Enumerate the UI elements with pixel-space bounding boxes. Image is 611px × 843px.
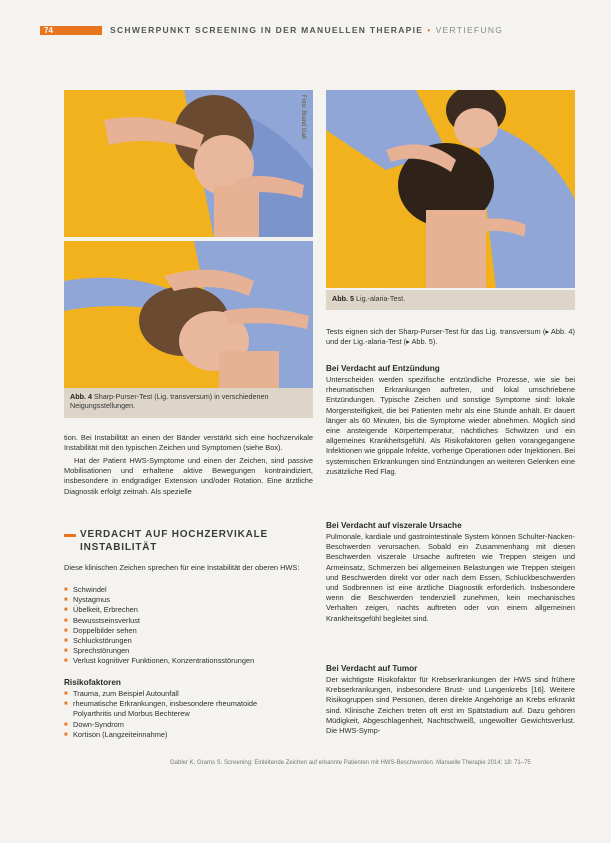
box-intro: Diese klinischen Zeichen sprechen für eine Instabilität der oberen HWS: — [64, 563, 300, 572]
running-header — [110, 25, 503, 35]
list-item: ■ rheumatische Erkrankungen, insbesondere rheumatoide Polyarthritis und Morbus Bechterew — [64, 699, 294, 719]
figure-caption-text: Sharp-Purser-Test (Lig. transversum) in verschiedenen Neigungsstellungen. — [70, 392, 269, 410]
page-number: 74 — [44, 26, 53, 35]
list-item: ■ Nystagmus — [64, 595, 313, 605]
photo-credit: Foto: Brand Gall — [300, 95, 306, 139]
section-bar — [64, 534, 76, 537]
section-text-tumor: Der wichtigste Risikofaktor für Krebserkrankungen der HWS sind frühere Krebserkrankungen, insbesondere Brust- und Lungenkrebs [16]. Weitere Risikogruppen sind Personen, deren direkte Angehörige an Krebs erkrankt sind. Klinische Zeichen treten oft erst im Spätstadium auf. Dazu gehören Müdigkeit, Abgeschlagenheit, Nachtschweiß, ungewollter Gewichtsverlust. Die HWS-Symp- — [326, 675, 575, 736]
figure-label: Abb. 5 — [332, 294, 354, 303]
list-item: ■ Bewusstseinsverlust — [64, 616, 313, 626]
list-item: ■ Schwindel — [64, 585, 313, 595]
risk-list — [64, 689, 294, 740]
left-paragraph-1: tion. Bei Instabilität an einen der Bänder verstärkt sich eine hochzervikale Instabilität mit den typischen Zeichen und Symptomen (siehe Box). — [64, 433, 313, 453]
list-item: ■ Kortison (Langzeiteinnahme) — [64, 730, 294, 740]
figure-label: Abb. 4 — [70, 392, 92, 401]
section-text-inflammation: Unterscheiden werden spezifische entzündliche Prozesse, wie sie bei rheumatischen Erkrankungen auftreten, und lokal umschriebene Entzündungen. Typische Zeichen und sonstige Symptome sind: lokale Morgensteifigkeit, die bei Patienten mehr als eine Stunde anhält. Er dauert länger als 60 Minuten, bis die Symptome wieder abnehmen. Möglich sind eine ansteigende Körpertemperatur, nächtliches Schwitzen und ein allgemeines Krankheitsgefühl. Als Risikofaktoren gelten vorangegangene Infektionen wie grippale Infekte, vorherige Operationen oder Injektionen. Bei systemischen Erkrankungen sind Entzündungen an weiteren Gelenken eine zusätzliche Red Flag. — [326, 375, 575, 476]
section-heading-tumor: Bei Verdacht auf Tumor — [326, 664, 418, 673]
section-heading-visceral: Bei Verdacht auf viszerale Ursache — [326, 521, 462, 530]
header-subtitle: VERTIEFUNG — [435, 25, 504, 35]
list-item: ■ Verlust kognitiver Funktionen, Konzentrationsstörungen — [64, 656, 313, 666]
photo-lig-alaria — [326, 90, 575, 288]
list-item: ■ Trauma, zum Beispiel Autounfall — [64, 689, 294, 699]
box-title-line2: INSTABILITÄT — [80, 542, 158, 553]
header-separator: • — [427, 25, 432, 35]
section-heading-inflammation: Bei Verdacht auf Entzündung — [326, 364, 440, 373]
box-title-line1: VERDACHT AUF HOCHZERVIKALE — [80, 529, 269, 540]
list-item: ■ Sprechstörungen — [64, 646, 313, 656]
list-item: ■ Down-Syndrom — [64, 720, 294, 730]
list-item: ■ Übelkeit, Erbrechen — [64, 605, 313, 615]
signs-list — [64, 585, 313, 667]
figure-caption-4 — [64, 388, 313, 418]
figure-caption-text: Lig.-alaria-Test. — [355, 294, 406, 303]
photo-sharp-purser-2 — [64, 241, 313, 388]
photo-sharp-purser-1 — [64, 90, 313, 237]
risk-heading: Risikofaktoren — [64, 678, 121, 687]
page-footer: Gabler K, Grams S. Screening: Einleitende Zeichen auf erkannte Patienten mit HWS-Beschwerden. Manuelle Therapie 2014; 18: 71–75 — [170, 760, 531, 766]
figure-caption-5 — [326, 290, 575, 310]
left-paragraph-2: Hat der Patient HWS-Symptome und einen der Zeichen, sind passive Mobilisationen und erhaltene aktive Bewegungen kontraindiziert, insbesondere in endgradiger Extension und/oder Rotation. Eine ärztliche Diagnostik erfolgt zeitnah. Als spezielle — [64, 456, 313, 496]
section-text-visceral: Pulmonale, kardiale und gastrointestinale System können Schulter-Nacken-Beschwerden verursachen. Sobald ein Zusammenhang mit diesen Beschwerden viszerale Ursache auftreten wie Treppen steigen und Armeinsatz, Schmerzen bei allgemeinen Belastungen wie Treppen steigen und Beschwerden direkt vor oder nach dem Essen, Schluckbeschwerden und Sodbrennen ist eine ärztliche Diagnostik erforderlich. Insbesondere wenn die Beschwerden tendenziell zunehmen, kein mechanisches Verhalten zeigen, nachts auftreten oder von einem allgemeinen Krankheitsgefühl begleitet sind. — [326, 532, 575, 623]
list-item: ■ Doppelbilder sehen — [64, 626, 313, 636]
list-item: ■ Schluckstörungen — [64, 636, 313, 646]
header-title: SCHWERPUNKT SCREENING IN DER MANUELLEN THERAPIE — [110, 25, 424, 35]
right-intro: Tests eignen sich der Sharp-Purser-Test für das Lig. transversum (▸ Abb. 4) und der Lig.-alaria-Test (▸ Abb. 5). — [326, 327, 575, 347]
